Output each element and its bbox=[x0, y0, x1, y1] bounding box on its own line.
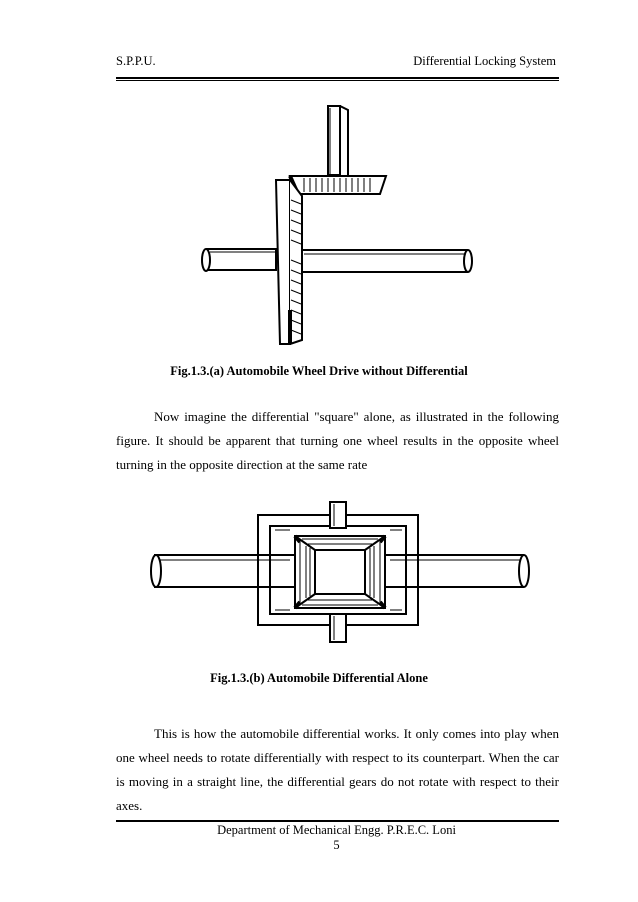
paragraph-2-text: This is how the automobile differential works. It only comes into play when one wheel needs to rotate differentially with respect to its counterpart. When the car is moving in a straight line, the differential gears do not rotate with respect to their axes. bbox=[116, 726, 559, 813]
figure-wheel-drive-without-differential bbox=[200, 100, 475, 350]
paragraph-1 bbox=[116, 405, 559, 477]
footer-department: Department of Mechanical Engg. P.R.E.C. Loni bbox=[217, 823, 456, 837]
header-title: Differential Locking System bbox=[413, 54, 556, 68]
paragraph-1-text: Now imagine the differential "square" alone, as illustrated in the following figure. It should be apparent that turning one wheel results in the opposite wheel turning in the opposite direction at the same rate bbox=[116, 409, 559, 472]
page-number: 5 bbox=[333, 838, 340, 852]
footer-rule bbox=[116, 820, 559, 822]
figure-caption-b: Fig.1.3.(b) Automobile Differential Alone bbox=[210, 671, 428, 685]
figure-caption-a: Fig.1.3.(a) Automobile Wheel Drive without Differential bbox=[170, 364, 468, 378]
paragraph-2 bbox=[116, 722, 559, 818]
header-university: S.P.P.U. bbox=[116, 54, 156, 68]
header-rule-thin bbox=[116, 80, 559, 81]
figure-differential-alone bbox=[150, 500, 530, 645]
header-rule bbox=[116, 77, 559, 79]
